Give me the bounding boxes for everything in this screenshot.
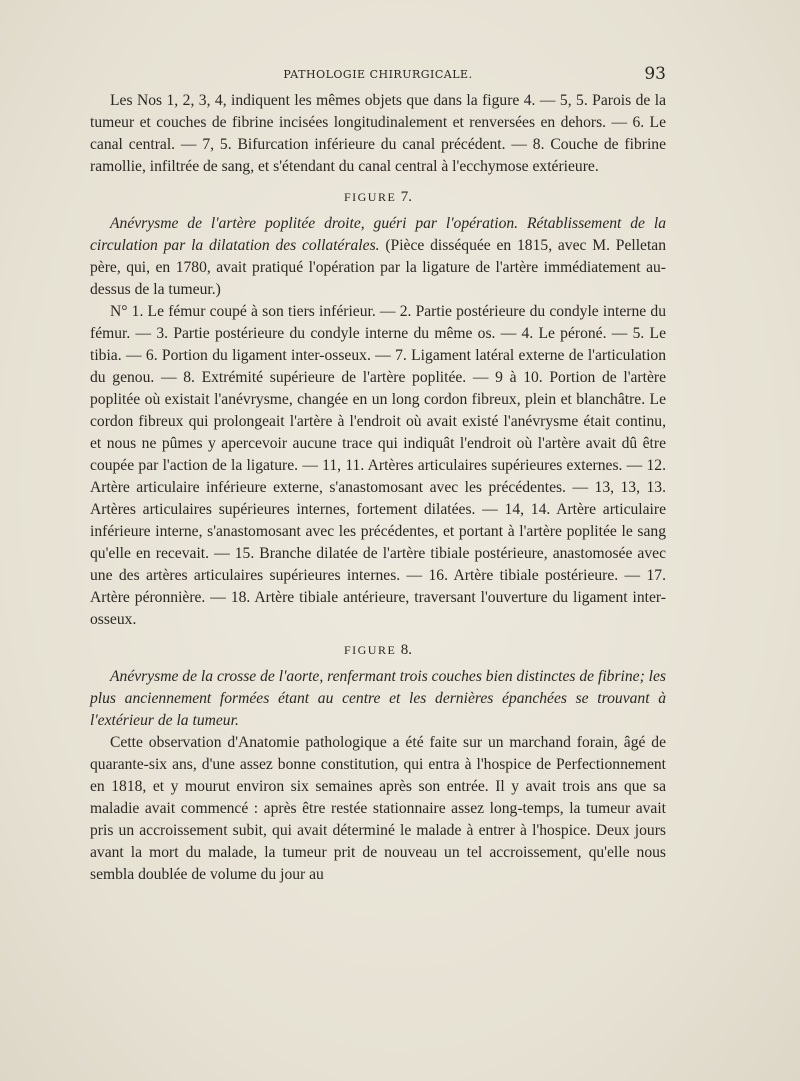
- figure-8-number: 8.: [400, 642, 413, 658]
- figure-7-title: Anévrysme de l'artère poplitée droite, guéri par l'opération. Rétablissement de la circulation par la dilatation des collatérales.: [90, 215, 666, 254]
- figure-7-label: FIGURE: [343, 190, 397, 204]
- figure-7-heading: [90, 186, 666, 208]
- figure-8-heading: [90, 639, 666, 661]
- figure-6-legend-paragraph: Les Nos 1, 2, 3, 4, indiquent les mêmes objets que dans la figure 4. — 5, 5. Parois de la tumeur et couches de fibrine incisées longitudinalement et renversées en dehors. — 6. Le canal central. — 7, 5. Bifurcation inférieure du canal précédent. — 8. Couche de fibrine ramollie, infiltrée de sang, et s'étendant du canal central à l'ecchymose extérieure.: [90, 92, 666, 175]
- figure-7-note: (Pièce disséquée en 1815, avec M. Pelletan père, qui, en 1780, avait pratiqué l'opération par la ligature de l'artère immédiatement au-dessus de la tumeur.): [90, 237, 667, 298]
- figure-8-label: FIGURE: [343, 643, 397, 657]
- running-head: PATHOLOGIE CHIRURGICALE.: [283, 68, 473, 81]
- figure-8-title: Anévrysme de la crosse de l'aorte, renfermant trois couches bien distinctes de fibrine; les plus anciennement formées étant au centre et les dernières épanchées se trouvant à l'extérieur de la tumeur.: [90, 668, 666, 729]
- figure-7-title-paragraph: [90, 213, 666, 301]
- figure-7-number: 7.: [400, 189, 413, 205]
- figure-7-legend-paragraph: N° 1. Le fémur coupé à son tiers inférieur. — 2. Partie postérieure du condyle interne du fémur. — 3. Partie postérieure du condyle interne du même os. — 4. Le péroné. — 5. Le tibia. — 6. Portion du ligament inter-osseux. — 7. Ligament latéral externe de l'articulation du genou. — 8. Extrémité supérieure de l'artère poplitée. — 9 à 10. Portion de l'artère poplitée où existait l'anévrysme, changée en un long cordon fibreux, plein et blanchâtre. Le cordon fibreux qui prolongeait l'artère à l'endroit où avait existé l'anévrysme était continu, et nous ne pûmes y apercevoir aucune trace qui indiquât l'endroit où l'artère avait dû être coupée par l'action de la ligature. — 11, 11. Artères articulaires supérieures externes. — 12. Artère articulaire inférieure externe, s'anastomosant avec les précédentes. — 13, 13, 13. Artères articulaires supérieures internes, fortement dilatées. — 14, 14. Artère articulaire inférieure interne, s'anastomosant avec les précédentes, et portant à l'artère poplitée le sang qu'elle en recevait. — 15. Branche dilatée de l'artère tibiale postérieure, anastomosée avec une des artères articulaires supérieures internes. — 16. Artère tibiale postérieure. — 17. Artère péronnière. — 18. Artère tibiale antérieure, traversant l'ouverture du ligament inter-osseux.: [90, 303, 666, 628]
- page-header: [90, 64, 666, 86]
- body-text: [90, 90, 666, 886]
- observation-paragraph: Cette observation d'Anatomie pathologique a été faite sur un marchand forain, âgé de quarante-six ans, d'une assez bonne constitution, qui entra à l'hospice de Perfectionnement en 1818, et y mourut environ six semaines après son entrée. Il y avait trois ans que sa maladie avait commencé : après être restée stationnaire assez long-temps, la tumeur avait pris un accroissement subit, qui avait déterminé le malade à entrer à l'hospice. Deux jours avant la mort du malade, la tumeur prit de nouveau un tel accroissement, qu'elle nous sembla doublée de volume du jour au: [90, 734, 666, 883]
- page-number: 93: [644, 64, 666, 84]
